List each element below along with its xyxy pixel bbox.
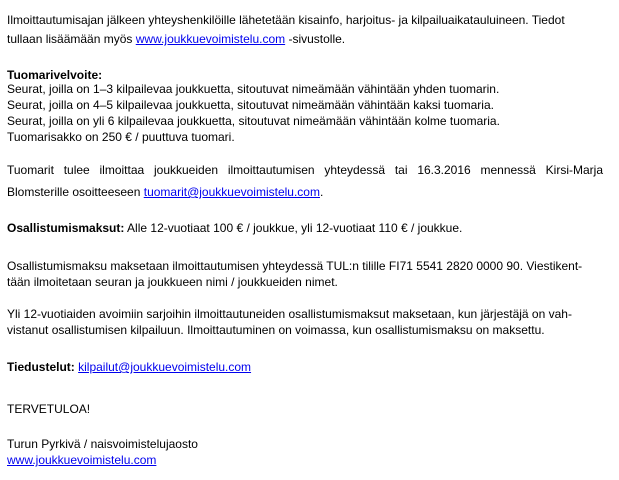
- judges-penalty: [7, 129, 235, 145]
- intro-line-2: [7, 31, 345, 47]
- judges-rule-3: [7, 113, 500, 129]
- payment-line-2: [7, 274, 338, 290]
- judges-rule-1: [7, 81, 499, 97]
- signature-org: [7, 436, 198, 452]
- payment-line-1: [7, 258, 582, 274]
- signature-link-line: [7, 452, 156, 468]
- intro-text-3: -sivustolle.: [285, 32, 346, 46]
- payment-text-2: tään ilmoitetaan seuran ja joukkueen nimi / joukkueiden nimet.: [7, 275, 338, 289]
- intro-text-2: tullaan lisäämään myös: [7, 32, 136, 46]
- inquiries-email-link[interactable]: kilpailut@joukkuevoimistelu.com: [78, 360, 252, 374]
- fees-label: Osallistumismaksut:: [7, 221, 125, 235]
- judges-notice-line-1: [7, 162, 603, 178]
- judges-heading-text: Tuomarivelvoite:: [7, 68, 103, 82]
- judges-notice-text-3: .: [319, 185, 324, 199]
- judges-email-link[interactable]: tuomarit@joukkuevoimistelu.com: [143, 185, 320, 199]
- series-line-1: [7, 306, 572, 322]
- series-text-2: vistanut osallistumisen kilpailuun. Ilmoittautuminen on voimassa, kun osallistumismaksu on maksettu.: [7, 323, 545, 337]
- signature-website-link[interactable]: www.joukkuevoimistelu.com: [7, 453, 157, 467]
- intro-line-1: [7, 12, 565, 28]
- judges-notice-text-2: Blomsterille osoitteeseen: [7, 185, 144, 199]
- inquiries-label: Tiedustelut:: [7, 360, 75, 374]
- signature-org-text: Turun Pyrkivä / naisvoimistelujaosto: [7, 437, 198, 451]
- judges-notice-line-2: [7, 184, 323, 200]
- greeting-text: TERVETULOA!: [7, 402, 91, 416]
- inquiries-line: [7, 359, 251, 375]
- judges-penalty-text: Tuomarisakko on 250 € / puuttuva tuomari.: [7, 130, 235, 144]
- series-line-2: [7, 322, 545, 338]
- greeting: [7, 401, 90, 417]
- series-text-1: Yli 12-vuotiaiden avoimiin sarjoihin ilmoittautuneiden osallistumismaksut maksetaan, kun järjestäjä on vah-: [7, 307, 572, 321]
- judges-rule-2-text: Seurat, joilla on 4–5 kilpailevaa joukkuetta, sitoutuvat nimeämään vähintään kaksi tuomaria.: [7, 98, 494, 112]
- judges-rule-1-text: Seurat, joilla on 1–3 kilpailevaa joukkuetta, sitoutuvat nimeämään vähintään yhden tuomarin.: [7, 82, 500, 96]
- intro-text-1: Ilmoittautumisajan jälkeen yhteyshenkilöille lähetetään kisainfo, harjoitus- ja kilpailuaikatauluineen. Tiedot: [7, 13, 565, 27]
- payment-text-1: Osallistumismaksu maksetaan ilmoittautumisen yhteydessä TUL:n tilille FI71 5541 2820 0000 90. Viestikent-: [7, 259, 583, 273]
- fees-text: Alle 12-vuotiaat 100 € / joukkue, yli 12-vuotiaat 110 € / joukkue.: [124, 221, 463, 235]
- judges-rule-2: [7, 97, 494, 113]
- fees-line: [7, 220, 462, 236]
- judges-notice-text-1: Tuomarit tulee ilmoittaa joukkueiden ilmoittautumisen yhteydessä tai 16.3.2016 mennessä Kirsi-Marja: [7, 163, 603, 177]
- judges-rule-3-text: Seurat, joilla on yli 6 kilpailevaa joukkuetta, sitoutuvat nimeämään vähintään kolme tuomaria.: [7, 114, 500, 128]
- website-link[interactable]: www.joukkuevoimistelu.com: [135, 32, 286, 46]
